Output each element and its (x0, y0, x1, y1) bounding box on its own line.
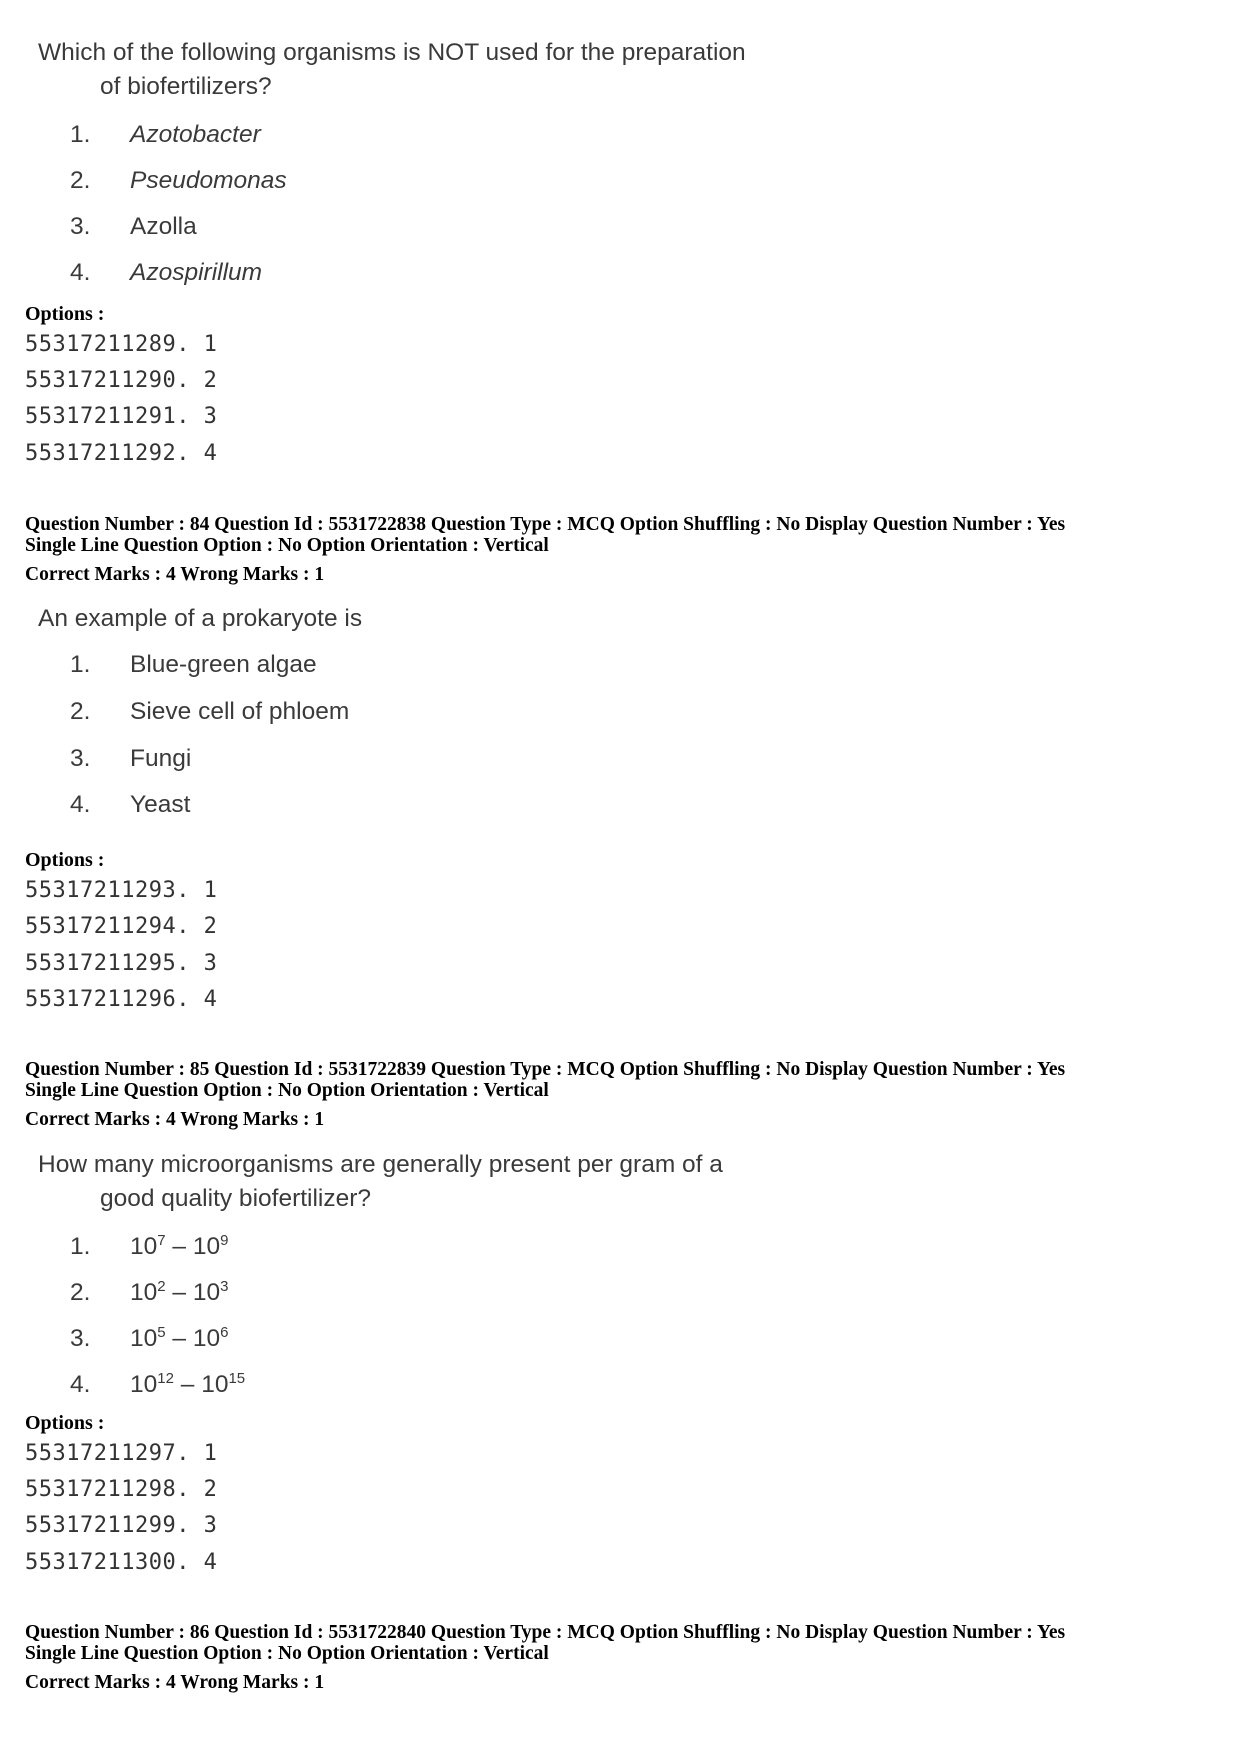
q84-choice-2: 2. Sieve cell of phloem (70, 698, 350, 725)
q85-choice-2: 2. $10^2 - 10^3$ (70, 1278, 229, 1306)
q84-options-label: Options : (25, 849, 105, 871)
q83-choice-2: 2. Pseudomonas (70, 167, 287, 194)
q84-meta-line1: Question Number : 84 Question Id : 5531722838 Question Type : MCQ Option Shuffling : No Display Question Number : Yes (25, 514, 1066, 535)
q85-option-2: 55317211298. 2 (25, 1477, 218, 1502)
q86-marks: Correct Marks : 4 Wrong Marks : 1 (25, 1672, 325, 1693)
q84-choice-3: 3. Fungi (70, 745, 192, 772)
q83-stem-line1: Which of the following organisms is NOT used for the preparation (38, 39, 746, 66)
q85-meta-line2: Single Line Question Option : No Option Orientation : Vertical (25, 1080, 549, 1101)
q83-choice-1: 1. Azotobacter (70, 121, 261, 148)
q84-choice-1: 1. Blue-green algae (70, 651, 317, 678)
q85-stem-line1: How many microorganisms are generally present per gram of a (38, 1151, 723, 1178)
q85-choice-4: 4. $10^{12} - 10^{15}$ (70, 1370, 246, 1398)
q85-option-3: 55317211299. 3 (25, 1513, 218, 1538)
q84-option-1: 55317211293. 1 (25, 878, 218, 903)
q83-stem (38, 36, 746, 104)
q83-option-1: 55317211289. 1 (25, 332, 218, 357)
q84-option-2: 55317211294. 2 (25, 914, 218, 939)
q83-choice-3: 3. Azolla (70, 213, 197, 240)
q85-stem (38, 1148, 723, 1216)
q85-stem-line2: good quality biofertilizer? (100, 1185, 372, 1212)
q83-option-4: 55317211292. 4 (25, 441, 218, 466)
q83-option-3: 55317211291. 3 (25, 404, 218, 429)
q84-option-3: 55317211295. 3 (25, 951, 218, 976)
q83-options-label: Options : (25, 303, 105, 325)
q85-option-4: 55317211300. 4 (25, 1550, 218, 1575)
q85-meta-line1: Question Number : 85 Question Id : 5531722839 Question Type : MCQ Option Shuffling : No Display Question Number : Yes (25, 1059, 1066, 1080)
q85-choice-3: 3. $10^5 - 10^6$ (70, 1324, 229, 1352)
q83-option-2: 55317211290. 2 (25, 368, 218, 393)
q84-choice-4: 4. Yeast (70, 791, 191, 818)
q85-choice-1: 1. $10^7 - 10^9$ (70, 1232, 229, 1260)
q86-meta-line2: Single Line Question Option : No Option Orientation : Vertical (25, 1643, 549, 1664)
q84-stem: An example of a prokaryote is (38, 605, 363, 632)
q85-marks: Correct Marks : 4 Wrong Marks : 1 (25, 1109, 325, 1130)
q85-option-1: 55317211297. 1 (25, 1441, 218, 1466)
q84-option-4: 55317211296. 4 (25, 987, 218, 1012)
q84-meta-line2: Single Line Question Option : No Option Orientation : Vertical (25, 535, 549, 556)
q84-marks: Correct Marks : 4 Wrong Marks : 1 (25, 564, 325, 585)
q83-choice-4: 4. Azospirillum (70, 259, 263, 286)
q85-options-label: Options : (25, 1412, 105, 1434)
q83-stem-line2: of biofertilizers? (100, 73, 272, 100)
q86-meta-line1: Question Number : 86 Question Id : 5531722840 Question Type : MCQ Option Shuffling : No Display Question Number : Yes (25, 1622, 1066, 1643)
